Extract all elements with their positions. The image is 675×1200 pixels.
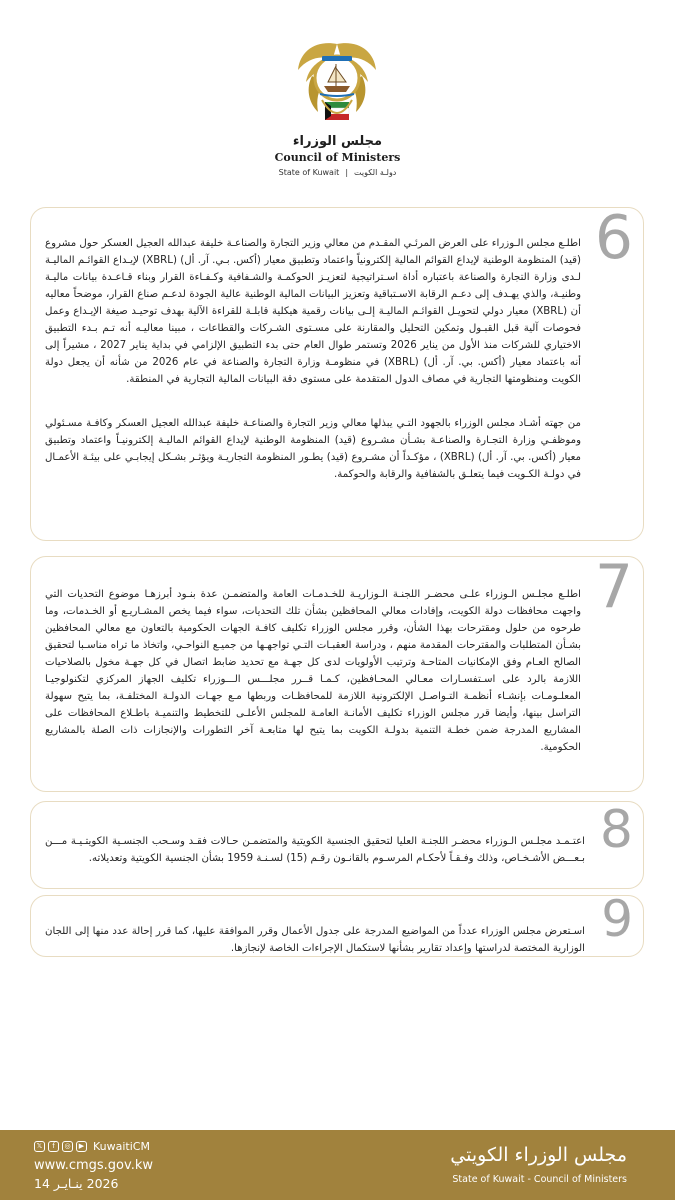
social-handle[interactable]: KuwaitiCM	[93, 1140, 150, 1153]
paragraph: اعتـمـد مجلـس الـوزراء محضـر اللجنـة العليا لتحقيق الجنسية الكويتية والمتضمـن حـالات فقـد وسـحب الجنسـية الكويتـيـة مـــن بـعـــض الأشـخـاص، وذلك وفـقـاً لأحكـام المرسـوم بالقانـون رقـم (15) لسـنـة 1959 بشأن الجنسية الكويتية وتعديلاته.	[45, 836, 585, 864]
paragraph: من جهته أشـاد مجلس الوزراء بالجهود التـي يبذلها معالي وزير التجارة والصناعـة خليفة عبدالله العجيل العسكر وكافـة مسـئولي وموظفـي وزارة التجـارة والصناعـة بشـأن مشـروع (قيد) المنظومة الوطنية لإيداع القوائم الماليـة إلكترونيـاً واعتماد وتطبيق معيار (أكس. بي. آر. أل) (XBRL) ، مؤكـداً أن مشـروع (قيد) يطـور المنظومة التجاريـة ويؤثـر بشـكل إيجابـي على بيئـة الأعمـال في دولـة الكـويت فيما يتعلـق بالشفافية والرقابة والحوكمة.	[45, 418, 582, 480]
header-state-en: State of Kuwait	[278, 168, 340, 177]
date	[34, 1176, 118, 1191]
x-icon[interactable]: 𝕏	[34, 1141, 45, 1152]
item-number: 6	[594, 203, 633, 273]
decision-card-9	[30, 890, 644, 957]
item-number: 7	[594, 552, 633, 622]
decision-card-8	[30, 801, 644, 889]
date-day: 14	[34, 1176, 50, 1191]
item-text	[45, 218, 581, 500]
date-year: 2026	[86, 1176, 119, 1191]
footer-title-ar: مجلس الوزراء الكويتي	[450, 1144, 627, 1166]
paragraph: اطلـع مجلـس الـوزراء علـى محضـر اللجنـة الـوزاريـة للخـدمـات العامة والمتضمـن عدة بنـود أبرزهـا موضوع التحديات التي واجهت محافظات دولة الكويت، وإفادات معالي المحافظين بشأن تلك التحديات، سواء فيما يخص المشـاريـع أو الخـدمات، وما طرحوه من حلول ومقترحات بهذا الشأن، وقرر مجلس الوزراء تكليف كافـة الجهات الحكومية بالتعاون مع معالي المحافظين بشـأن المتطلبات والمقترحات المقدمة منهم ، ودراسة العقبـات التـي تواجهـها من جميـع النواحـي، واتخاذ ما تراه مناسـبا لتحقيق الصالح العـام وفق الإمكانيات المتاحـة وترتيب الأولويات لدى كل جهـة مع تحديد ضابط اتصال في كل جهـة مخول بالصلاحيات اللازمة بالرد على اسـتفسـارات معـالي المحـافظين، كـمـا قــرر مجلـــس الـــوزراء تكليف الجهاز المركزي لتكنولوجيـا المعلـومـات بإنشـاء أنظمـة التـواصـل الإلكترونية اللازمة للمحافظـات وربطها مـع جهـات الدولـة المختلفـة، بما يتيح سهولة التراسل بينها، وأيضا قرر مجلس الوزراء تكليف الأمانـة العامـة للمجلس الأعلـى للتخطيط والتنميـة باطـلاع المحافظات على المشاريع المدرجة ضمن خطـة التنمية بدولـة الكويت بما يتيح لها متابعـة آخر التطورات والإنجازات ذات الصلة بالمشاريع الحكومية.	[45, 589, 581, 753]
header-state-line	[0, 168, 675, 177]
paragraph: اسـتعرض مجلس الوزراء عدداً من المواضيع المدرجة على جدول الأعمال وقرر الموافقة عليها، كما قرر إحالة عدد منها إلى اللجان الوزارية المختصة لدراستها وإعداد تقارير بشأنها لاستكمال الإجراءات الخاصة لإنجازها.	[45, 926, 585, 954]
item-text	[45, 906, 585, 974]
footer	[0, 1130, 675, 1200]
header	[0, 0, 675, 200]
header-separator: |	[345, 168, 349, 177]
social-links	[34, 1140, 150, 1153]
paragraph: اطلـع مجلس الـوزراء على العرض المرئـي المقـدم من معالي وزير التجارة والصناعـة خليفة عبدالله العجيل العسكر حول مشروع (قيد) المنظومة الوطنية لإيداع القوائم المالية إلكترونياً واعتماد وتطبيق معيار (أكس. بـي. آر. أل) (XBRL) لإيـداع القوائـم الماليـة لـدى وزارة التجارة والصناعة باعتباره أداة اسـتراتيجية لتعزيـز الحوكمـة والشـفافية وكـفـاءة القرار وبناء قـاعـدة بيانات ماليـة وطنيـة، والذي يهـدف إلى دعـم الرقابة الاسـتباقية وتعزيز البيانات المالية الوطنية عالية الجودة لدعـم صناع القرار، موضحاً معاليه أن (XBRL) معيار دولي لتحويـل القوائـم الماليـة إلـى بيانات رقمية هيكلية قابلـة للقراءة الآلية بهدف توحيـد صيغة الإيـداع وعمل فحوصات آلية قبل القبـول وتمكين التحليل والمقارنة على مسـتوى الشـركات والقطاعات ، مبينا معاليـه أنه تـم بـدء التطبيق الاختياري للشركات منذ الأول من يناير 2026 وتستمر طوال العام حتى بدء التطبيق الإلزامي في بداية يناير 2027 ، مشيراً إلى أنه باعتماد معيار (أكس. بي. آر. أل) (XBRL) في منظومـة وزارة التجارة والصناعة في عام 2026 من شأنه أن يجعل دولة الكويت ومنظومتها التجارية في مصاف الدول المتقدمة على مستوى دقة البيانات المالية التجارية في المنطقة.	[45, 238, 582, 385]
kuwait-emblem	[292, 36, 382, 130]
footer-title-en: State of Kuwait - Council of Ministers	[452, 1174, 627, 1185]
date-month: ينـايـر	[53, 1176, 83, 1191]
decision-card-6	[30, 203, 644, 541]
item-number: 9	[601, 890, 633, 948]
instagram-icon[interactable]: ◎	[62, 1141, 73, 1152]
header-title-ar: مجلس الوزراء	[292, 134, 383, 149]
item-text	[45, 816, 585, 884]
header-title-en: Council of Ministers	[274, 151, 401, 164]
website-link[interactable]: www.cmgs.gov.kw	[34, 1158, 153, 1173]
item-text	[45, 569, 581, 773]
header-state-ar: دولـة الكويت	[354, 168, 397, 177]
item-number: 8	[599, 800, 633, 860]
decision-card-7	[30, 552, 644, 792]
facebook-icon[interactable]: f	[48, 1141, 59, 1152]
youtube-icon[interactable]: ▶	[76, 1141, 87, 1152]
